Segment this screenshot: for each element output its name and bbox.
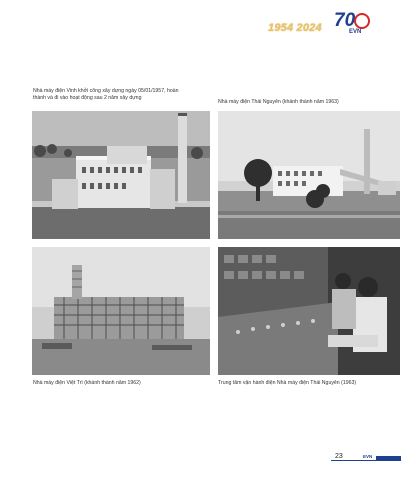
caption-vinh: Nhà máy điện Vinh khởi công xây dựng ngày 05/01/1957, hoàn thành và đi vào hoạt động sau 2 năm xây dựng [33,88,179,101]
photo-vinh-plant [32,111,210,239]
anniversary-logo [268,10,378,40]
photo-control-room [218,247,400,375]
photo-viet-tri-plant [32,247,210,375]
caption-control-room: Trung tâm vận hành điện Nhà máy điện Thái Nguyên (1963) [218,380,357,386]
evn-ring-icon [354,13,370,29]
footer-divider [331,460,401,461]
logo-brand: EVN [349,29,362,35]
footer-bar [376,456,401,460]
footer-brand: EVN [363,454,373,459]
caption-viet-tri: Nhà máy điện Việt Trì (khánh thành năm 1962) [33,380,141,386]
caption-thai-nguyen: Nhà máy điện Thái Nguyên (khánh thành năm 1963) [218,99,339,105]
years-label: 1954 2024 [268,22,322,34]
seventy-label: 70 [334,10,356,31]
photo-thai-nguyen-plant [218,111,400,239]
page-number: 23 [335,453,343,460]
